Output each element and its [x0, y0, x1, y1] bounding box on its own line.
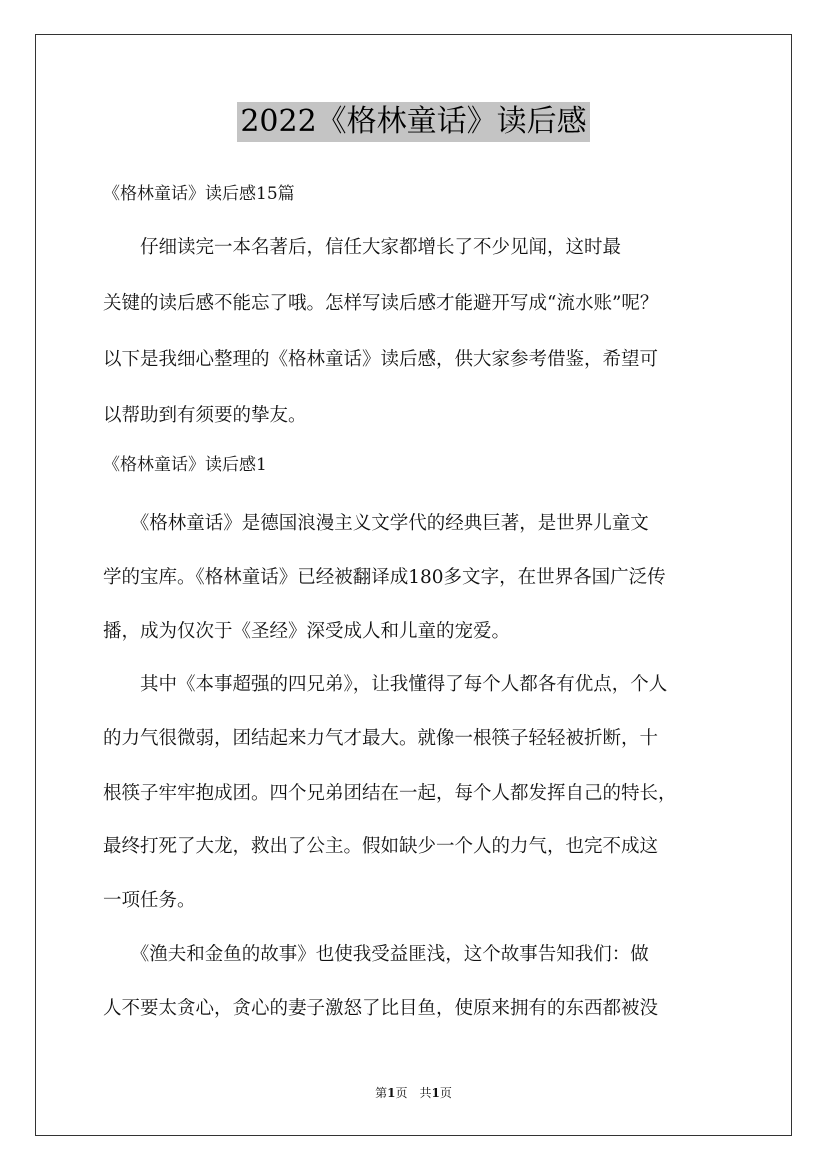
paragraph2-line-5: 一项任务。 [103, 890, 196, 911]
footer-page-current: 1 [387, 1086, 396, 1100]
intro-line-3: 以下是我细心整理的《格林童话》读后感，供大家参考借鉴，希望可 [103, 349, 659, 370]
paragraph2-line-1: 其中《本事超强的四兄弟》，让我懂得了每个人都各有优点，个人 [103, 674, 668, 695]
document-subtitle: 《格林童话》读后感15篇 [103, 184, 295, 204]
document-title: 2022《格林童话》读后感 [237, 102, 589, 142]
paragraph1-line-2: 学的宝库。《格林童话》已经被翻译成180多文字，在世界各国广泛传 [103, 567, 666, 588]
intro-line-1: 仔细读完一本名著后，信任大家都增长了不少见闻，这时最 [103, 237, 622, 258]
paragraph2-line-3: 根筷子牢牢抱成团。四个兄弟团结在一起，每个人都发挥自己的特长， [103, 783, 677, 804]
paragraph1-line-3: 播，成为仅次于《圣经》深受成人和儿童的宠爱。 [103, 621, 511, 642]
paragraph3-line-2: 人不要太贪心，贪心的妻子激怒了比目鱼，使原来拥有的东西都被没 [103, 998, 659, 1019]
intro-line-4: 以帮助到有须要的挚友。 [103, 405, 307, 426]
page-footer [0, 1085, 827, 1101]
paragraph2-line-2: 的力气很微弱，团结起来力气才最大。就像一根筷子轻轻被折断，十 [103, 728, 659, 749]
paragraph1-line-1: 《格林童话》是德国浪漫主义文学代的经典巨著，是世界儿童文 [103, 513, 649, 534]
section-heading: 《格林童话》读后感1 [103, 455, 267, 475]
footer-page-prefix: 第 [375, 1086, 388, 1100]
footer-page-mid: 页 共 [395, 1086, 432, 1100]
footer-page-total: 1 [431, 1086, 440, 1100]
paragraph2-line-4: 最终打死了大龙，救出了公主。假如缺少一个人的力气，也完不成这 [103, 836, 659, 857]
paragraph3-line-1: 《渔夫和金鱼的故事》也使我受益匪浅，这个故事告知我们：做 [103, 944, 649, 965]
footer-page-suffix: 页 [439, 1086, 452, 1100]
title-container [0, 102, 827, 142]
intro-line-2: 关键的读后感不能忘了哦。怎样写读后感才能避开写成“流水账”呢？ [103, 293, 659, 314]
